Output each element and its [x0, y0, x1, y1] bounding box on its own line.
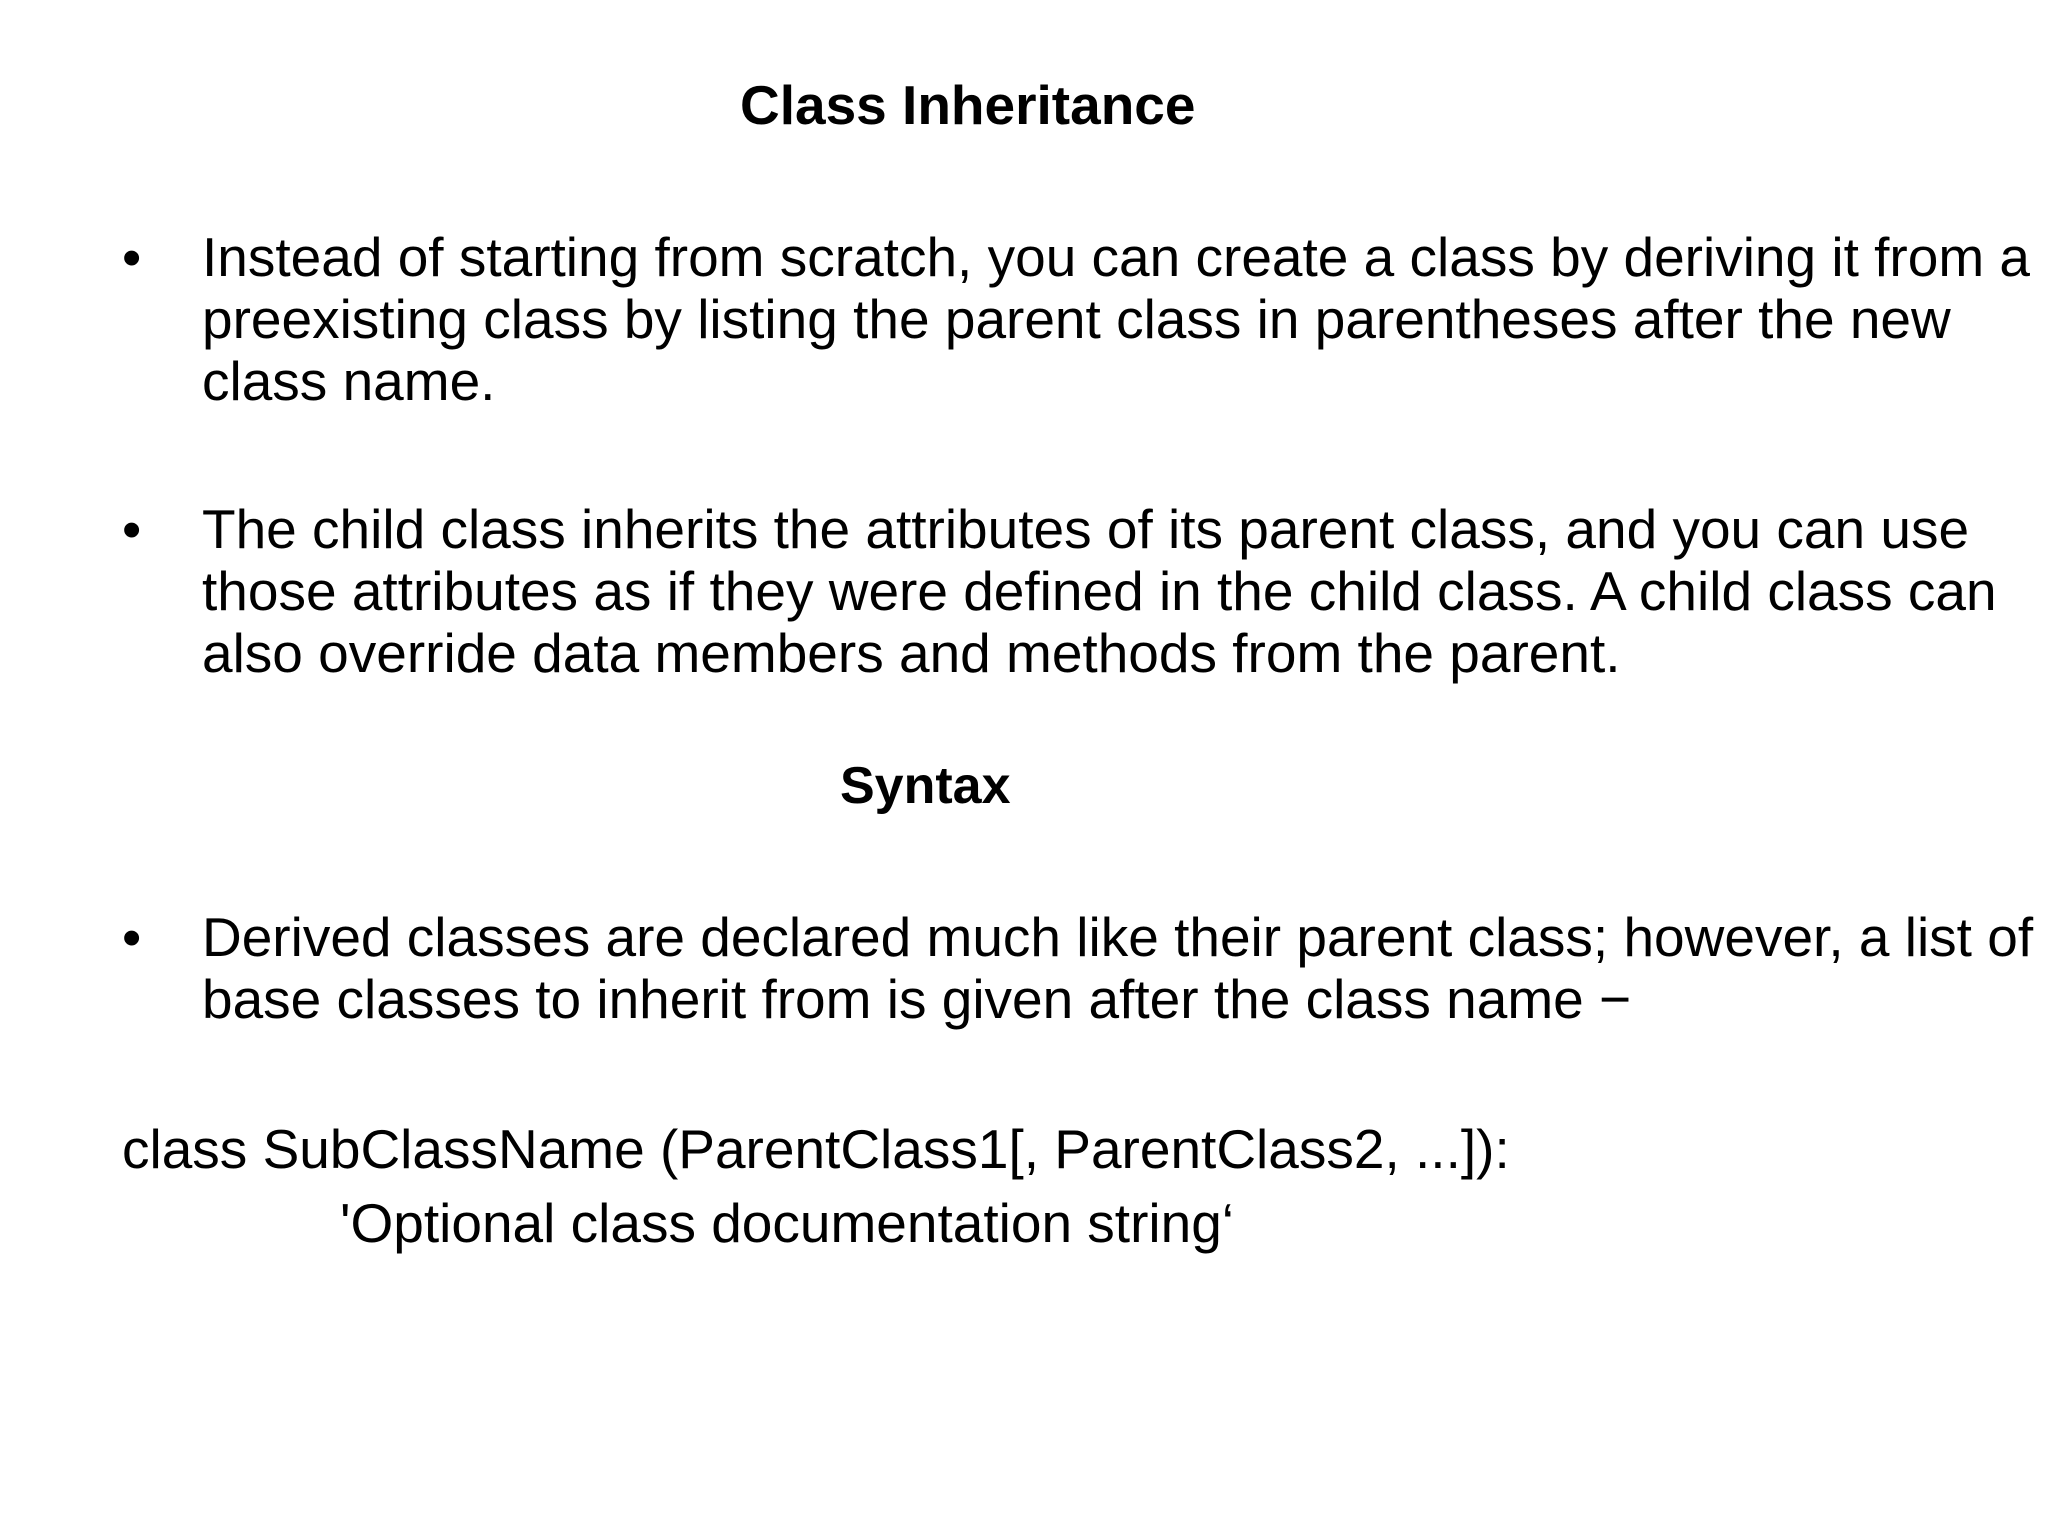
bullet-marker: • — [122, 498, 142, 560]
syntax-heading: Syntax — [840, 757, 1011, 815]
bullet-marker: • — [122, 226, 142, 288]
bullet-marker: • — [122, 906, 142, 968]
slide-title: Class Inheritance — [740, 74, 1196, 136]
code-line-docstring: 'Optional class documentation string‘ — [340, 1192, 1235, 1254]
bullet-text: Instead of starting from scratch, you can create a class by deriving it from a preexisting class by listing the parent class in parentheses after the new class name. — [202, 226, 2031, 412]
code-line-class-declaration: class SubClassName (ParentClass1[, ParentClass2, ...]): — [122, 1118, 1510, 1180]
bullet-text: Derived classes are declared much like their parent class; however, a list of base classes to inherit from is given after the class name − — [202, 906, 2034, 1030]
bullet-text: The child class inherits the attributes of its parent class, and you can use those attributes as if they were defined in the child class. A child class can also override data members and methods from the parent. — [202, 498, 1997, 684]
